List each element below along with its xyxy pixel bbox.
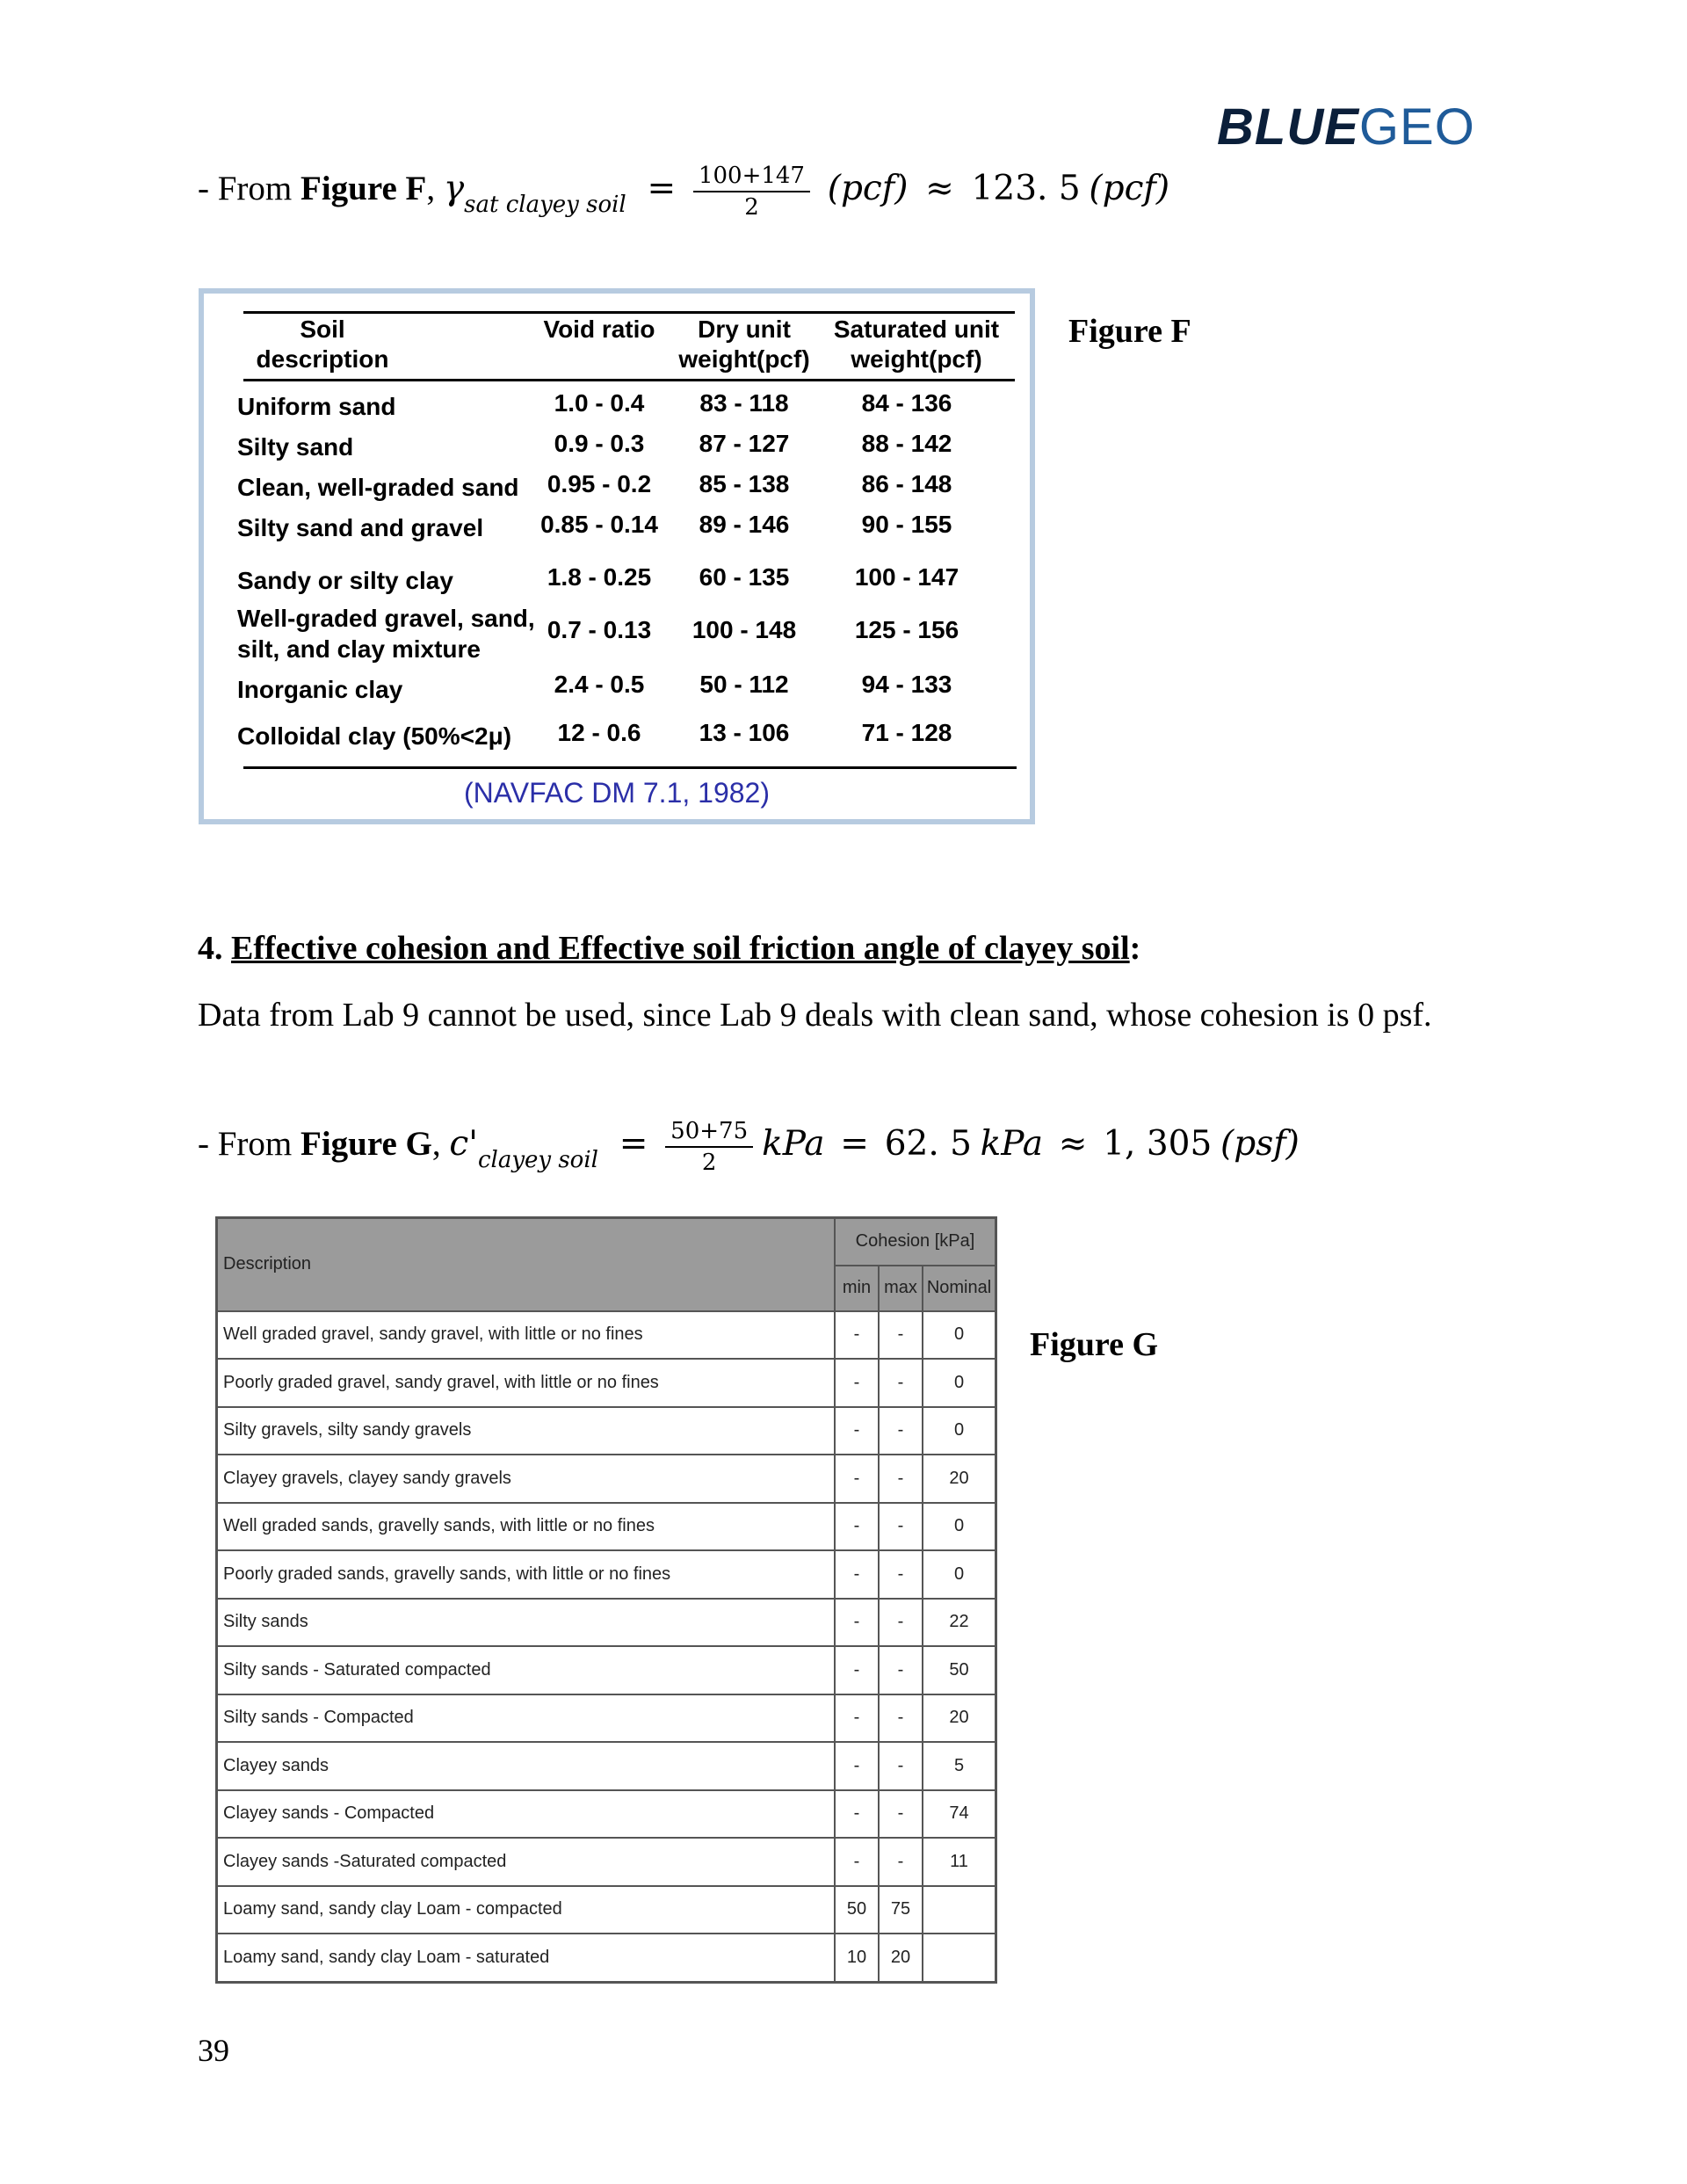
cohesion-symbol: c' xyxy=(449,1123,478,1164)
cell-nominal: 74 xyxy=(923,1790,996,1839)
header-description: description xyxy=(256,345,389,373)
cell-max: - xyxy=(879,1599,923,1647)
header-sat-weight: weight(pcf) xyxy=(851,345,982,373)
row-desc: Well-graded gravel, sand, xyxy=(237,605,535,632)
approx-sign: ≈ xyxy=(925,168,954,208)
table-row xyxy=(217,1359,996,1407)
formula-prefix: - From xyxy=(198,1124,300,1163)
figure-f-source: (NAVFAC DM 7.1, 1982) xyxy=(464,777,770,809)
table-row xyxy=(217,1934,996,1982)
gamma-subscript: sat clayey soil xyxy=(464,191,626,218)
row-dry: 100 - 148 xyxy=(691,616,797,643)
table-row xyxy=(217,1886,996,1934)
cell-min: - xyxy=(835,1838,879,1886)
table-row xyxy=(217,1646,996,1694)
table-row xyxy=(217,1599,996,1647)
cell-desc: Poorly graded sands, gravelly sands, with little or no fines xyxy=(217,1550,836,1599)
cell-max: - xyxy=(879,1407,923,1455)
row-sat: 90 - 155 xyxy=(861,511,952,538)
row-void: 0.7 - 0.13 xyxy=(547,616,652,643)
cell-max: - xyxy=(879,1790,923,1839)
cell-desc: Poorly graded gravel, sandy gravel, with little or no fines xyxy=(217,1359,836,1407)
row-void: 0.85 - 0.14 xyxy=(540,511,658,538)
row-dry: 13 - 106 xyxy=(699,719,790,746)
section-4-paragraph: Data from Lab 9 cannot be used, since Lab 9 deals with clean sand, whose cohesion is 0 psf. xyxy=(198,997,1432,1034)
row-desc: Uniform sand xyxy=(237,393,396,420)
cell-desc: Well graded gravel, sandy gravel, with little or no fines xyxy=(217,1311,836,1360)
table-row xyxy=(217,1407,996,1455)
formula-gamma-sat xyxy=(198,163,1169,221)
unit-kpa-result: kPa xyxy=(980,1123,1044,1164)
table-row xyxy=(217,1790,996,1839)
formula-prefix: - From xyxy=(198,169,300,207)
row-sat: 88 - 142 xyxy=(861,430,952,457)
header-nominal: Nominal xyxy=(923,1266,996,1311)
cell-max: - xyxy=(879,1550,923,1599)
fraction-numerator: 50+75 xyxy=(665,1118,753,1148)
cell-min: 10 xyxy=(835,1934,879,1982)
equals-sign-2: = xyxy=(840,1123,869,1164)
section-colon: : xyxy=(1129,930,1141,967)
cell-min: - xyxy=(835,1550,879,1599)
table-row xyxy=(217,1742,996,1790)
row-sat: 71 - 128 xyxy=(861,719,952,746)
cell-nominal: 0 xyxy=(923,1311,996,1360)
figure-f-table xyxy=(199,288,1035,824)
row-dry: 85 - 138 xyxy=(699,470,790,497)
cell-min: 50 xyxy=(835,1886,879,1934)
row-dry: 60 - 135 xyxy=(699,563,790,591)
fraction xyxy=(693,163,810,221)
fraction-denominator: 2 xyxy=(701,1150,717,1176)
row-void: 1.8 - 0.25 xyxy=(547,563,652,591)
header-min: min xyxy=(835,1266,879,1311)
header-description: Description xyxy=(217,1218,836,1311)
table-row xyxy=(217,1550,996,1599)
cell-max: - xyxy=(879,1359,923,1407)
fraction-numerator: 100+147 xyxy=(693,163,810,192)
comma: , xyxy=(426,169,436,207)
cell-max: - xyxy=(879,1646,923,1694)
approx-sign: ≈ xyxy=(1058,1123,1088,1164)
row-dry: 89 - 146 xyxy=(699,511,790,538)
bluegeo-logo xyxy=(1217,98,1475,156)
figure-reference: Figure F xyxy=(300,169,427,207)
fraction xyxy=(665,1118,753,1176)
cell-max: 75 xyxy=(879,1886,923,1934)
cell-min: - xyxy=(835,1407,879,1455)
header-soil: Soil xyxy=(300,316,345,343)
table-row xyxy=(217,1455,996,1503)
row-desc: Inorganic clay xyxy=(237,676,403,703)
table-row xyxy=(217,1503,996,1551)
cell-max: - xyxy=(879,1311,923,1360)
cell-max: - xyxy=(879,1838,923,1886)
row-desc: Colloidal clay (50%<2μ) xyxy=(237,722,512,750)
unit-pcf-result: (pcf) xyxy=(1089,168,1170,208)
row-sat: 86 - 148 xyxy=(861,470,952,497)
table-row xyxy=(217,1838,996,1886)
row-desc: Sandy or silty clay xyxy=(237,567,453,594)
header-sat-unit: Saturated unit xyxy=(833,316,1000,343)
figure-g-table xyxy=(215,1216,997,1984)
cell-max: - xyxy=(879,1503,923,1551)
row-void: 0.9 - 0.3 xyxy=(554,430,645,457)
cell-min: - xyxy=(835,1359,879,1407)
value-kpa: 62. 5 xyxy=(884,1123,972,1164)
cell-desc: Clayey sands xyxy=(217,1742,836,1790)
cell-nominal: 20 xyxy=(923,1455,996,1503)
value-psf: 1, 305 xyxy=(1103,1123,1213,1164)
unit-kpa: kPa xyxy=(762,1123,825,1164)
cell-nominal: 0 xyxy=(923,1407,996,1455)
cell-desc: Well graded sands, gravelly sands, with little or no fines xyxy=(217,1503,836,1551)
header-dry-unit: Dry unit xyxy=(698,316,791,343)
row-desc: Clean, well-graded sand xyxy=(237,474,519,501)
unit-pcf: (pcf) xyxy=(827,168,909,208)
cell-max: - xyxy=(879,1742,923,1790)
header-dry-weight: weight(pcf) xyxy=(678,345,810,373)
row-dry: 50 - 112 xyxy=(699,671,789,698)
row-sat: 94 - 133 xyxy=(861,671,952,698)
cell-nominal: 50 xyxy=(923,1646,996,1694)
row-desc-line2: silt, and clay mixture xyxy=(237,635,481,663)
cell-nominal xyxy=(923,1934,996,1982)
row-void: 2.4 - 0.5 xyxy=(554,671,645,698)
cell-min: - xyxy=(835,1599,879,1647)
logo-part-geo: GEO xyxy=(1358,98,1475,156)
cell-max: - xyxy=(879,1455,923,1503)
cell-desc: Clayey sands - Compacted xyxy=(217,1790,836,1839)
gamma-symbol: γ xyxy=(443,168,465,208)
section-number: 4. xyxy=(198,930,231,967)
result-value: 123. 5 xyxy=(971,168,1081,208)
row-dry: 83 - 118 xyxy=(699,389,789,417)
cell-nominal: 11 xyxy=(923,1838,996,1886)
cell-desc: Clayey gravels, clayey sandy gravels xyxy=(217,1455,836,1503)
figure-f-caption: Figure F xyxy=(1068,313,1191,350)
cell-nominal: 5 xyxy=(923,1742,996,1790)
cell-nominal xyxy=(923,1886,996,1934)
cell-min: - xyxy=(835,1455,879,1503)
row-sat: 125 - 156 xyxy=(854,616,959,643)
header-cohesion: Cohesion [kPa] xyxy=(835,1218,996,1266)
table-row xyxy=(217,1311,996,1360)
row-void: 1.0 - 0.4 xyxy=(554,389,645,417)
figure-reference: Figure G xyxy=(300,1124,432,1163)
cohesion-subscript: clayey soil xyxy=(477,1146,598,1173)
cell-nominal: 0 xyxy=(923,1359,996,1407)
logo-part-blue: BLUE xyxy=(1217,98,1359,156)
cell-min: - xyxy=(835,1742,879,1790)
cell-nominal: 22 xyxy=(923,1599,996,1647)
cell-desc: Silty sands - Compacted xyxy=(217,1694,836,1743)
comma: , xyxy=(431,1124,441,1163)
section-title: Effective cohesion and Effective soil friction angle of clayey soil xyxy=(231,930,1130,967)
unit-psf: (psf) xyxy=(1220,1123,1300,1164)
cell-nominal: 0 xyxy=(923,1550,996,1599)
header-void-ratio: Void ratio xyxy=(543,316,655,343)
cell-desc: Loamy sand, sandy clay Loam - saturated xyxy=(217,1934,836,1982)
cell-min: - xyxy=(835,1503,879,1551)
cell-max: - xyxy=(879,1694,923,1743)
cell-nominal: 20 xyxy=(923,1694,996,1743)
cell-nominal: 0 xyxy=(923,1503,996,1551)
formula-cohesion xyxy=(198,1118,1300,1176)
cell-desc: Silty gravels, silty sandy gravels xyxy=(217,1407,836,1455)
figure-g-caption: Figure G xyxy=(1030,1326,1159,1363)
section-4-heading xyxy=(198,929,1140,968)
row-desc: Silty sand and gravel xyxy=(237,514,484,541)
equals-sign: = xyxy=(619,1123,648,1164)
row-desc: Silty sand xyxy=(237,433,354,461)
cell-desc: Clayey sands -Saturated compacted xyxy=(217,1838,836,1886)
row-sat: 84 - 136 xyxy=(861,389,952,417)
row-dry: 87 - 127 xyxy=(699,430,790,457)
cell-desc: Loamy sand, sandy clay Loam - compacted xyxy=(217,1886,836,1934)
row-void: 0.95 - 0.2 xyxy=(547,470,652,497)
cell-min: - xyxy=(835,1646,879,1694)
equals-sign: = xyxy=(647,168,677,208)
cell-min: - xyxy=(835,1694,879,1743)
header-max: max xyxy=(879,1266,923,1311)
row-void: 12 - 0.6 xyxy=(557,719,641,746)
table-row xyxy=(217,1694,996,1743)
fraction-denominator: 2 xyxy=(744,194,759,221)
cell-desc: Silty sands - Saturated compacted xyxy=(217,1646,836,1694)
cell-desc: Silty sands xyxy=(217,1599,836,1647)
page-number: 39 xyxy=(198,2033,229,2068)
row-sat: 100 - 147 xyxy=(854,563,959,591)
cell-min: - xyxy=(835,1790,879,1839)
cell-min: - xyxy=(835,1311,879,1360)
cell-max: 20 xyxy=(879,1934,923,1982)
